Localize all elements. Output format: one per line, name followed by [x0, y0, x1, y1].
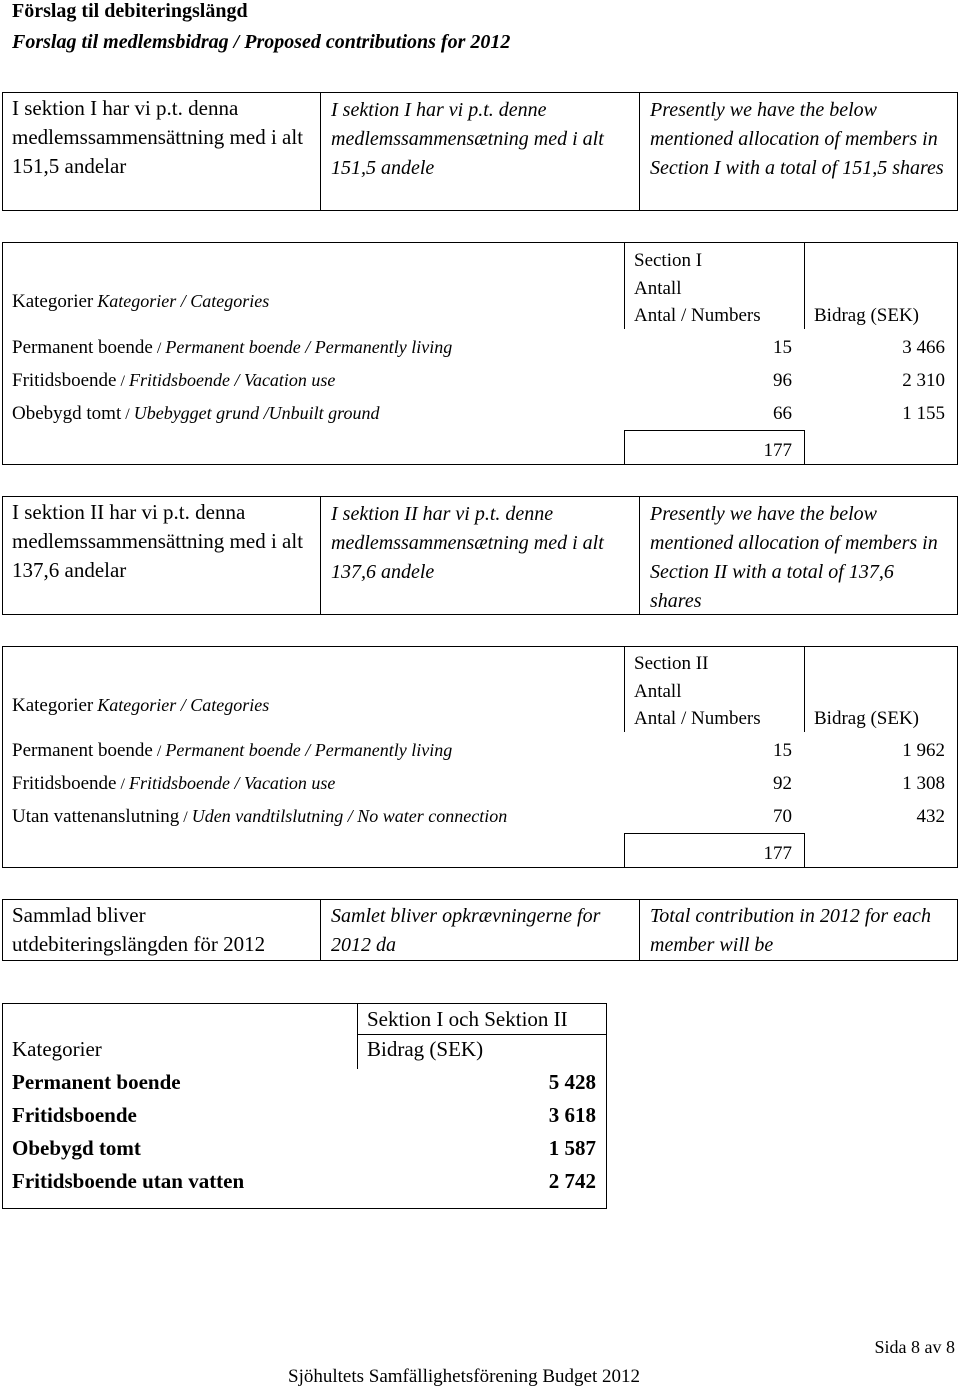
- table-row-fee: 2 310: [902, 370, 945, 391]
- summary-row-category: Fritidsboende: [12, 1103, 137, 1127]
- table-row-fee: 3 466: [902, 337, 945, 358]
- total-intro-en: Total contribution in 2012 for each member will be: [650, 905, 931, 956]
- table-row-fee: 1 308: [902, 773, 945, 794]
- table-row-category: Permanent boende / Permanent boende / Permanently living: [12, 337, 453, 358]
- count-header-top: Antall: [634, 681, 682, 702]
- section2-intro-da: I sektion II har vi p.t. denne medlemssammensætning med i alt 137,6 andele: [331, 503, 604, 583]
- summary-row-category: Permanent boende: [12, 1070, 181, 1094]
- summary-header-top: Sektion I och Sektion II: [367, 1007, 568, 1031]
- page-title: Förslag til debiteringslängd: [12, 0, 248, 22]
- page-subtitle: Forslag til medlemsbidrag / Proposed contributions for 2012: [12, 31, 511, 53]
- table-row-count: 15: [773, 740, 792, 761]
- table-row-category: Permanent boende / Permanent boende / Permanently living: [12, 740, 453, 761]
- section2-intro-sv: I sektion II har vi p.t. denna medlemssammensättning med i alt 137,6 andelar: [12, 500, 304, 582]
- footer-org: Sjöhultets Samfällighetsförening Budget 2012: [288, 1366, 640, 1387]
- table-row-category: Fritidsboende / Fritidsboende / Vacation use: [12, 370, 336, 391]
- summary-row-fee: 3 618: [548, 1103, 596, 1127]
- table-row-count: 70: [773, 806, 792, 827]
- table-row-category: Fritidsboende / Fritidsboende / Vacation use: [12, 773, 336, 794]
- table-row-category: Obebygd tomt / Ubebygget grund /Unbuilt ground: [12, 403, 380, 424]
- table-row-count: 92: [773, 773, 792, 794]
- section2-intro-en: Presently we have the below mentioned allocation of members in Section II with a total of 137,6 shares: [650, 503, 938, 612]
- summary-row-fee: 1 587: [548, 1136, 596, 1160]
- page-number: Sida 8 av 8: [874, 1337, 955, 1357]
- table-row-category: Utan vattenanslutning / Uden vandtilslutning / No water connection: [12, 806, 508, 827]
- fee-header: Bidrag (SEK): [814, 305, 920, 326]
- table-row-count: 15: [773, 337, 792, 358]
- count-header: Antal / Numbers: [634, 305, 761, 326]
- table-row-count: 96: [773, 370, 792, 391]
- section1-intro-sv: I sektion I har vi p.t. denna medlemssammensättning med i alt 151,5 andelar: [12, 96, 304, 178]
- section1-intro-en: Presently we have the below mentioned allocation of members in Section I with a total of 151,5 shares: [650, 99, 944, 179]
- category-header: Kategorier Kategorier / Categories: [12, 695, 270, 716]
- summary-row-fee: 5 428: [548, 1070, 596, 1094]
- total-intro-sv: Sammlad bliver utdebiteringslängden för 2012: [12, 903, 266, 956]
- summary-header-fee: Bidrag (SEK): [367, 1037, 484, 1061]
- count-header: Antal / Numbers: [634, 708, 761, 729]
- section1-label: Section I: [634, 250, 703, 271]
- summary-row-category: Fritidsboende utan vatten: [12, 1169, 245, 1193]
- section2-label: Section II: [634, 653, 709, 674]
- table-row-fee: 1 962: [902, 740, 945, 761]
- table-row-count: 66: [773, 403, 792, 424]
- summary-header-category: Kategorier: [12, 1037, 102, 1061]
- summary-row-fee: 2 742: [548, 1169, 596, 1193]
- fee-header: Bidrag (SEK): [814, 708, 920, 729]
- count-header-top: Antall: [634, 278, 682, 299]
- table-row-fee: 1 155: [902, 403, 945, 424]
- category-header: Kategorier Kategorier / Categories: [12, 291, 270, 312]
- section2-total: 177: [763, 843, 792, 864]
- section1-total: 177: [763, 440, 792, 461]
- summary-row-category: Obebygd tomt: [12, 1136, 141, 1160]
- total-intro-da: Samlet bliver opkrævningerne for 2012 da: [331, 905, 601, 956]
- table-row-fee: 432: [916, 806, 945, 827]
- section1-intro-da: I sektion I har vi p.t. denne medlemssammensætning med i alt 151,5 andele: [331, 99, 604, 179]
